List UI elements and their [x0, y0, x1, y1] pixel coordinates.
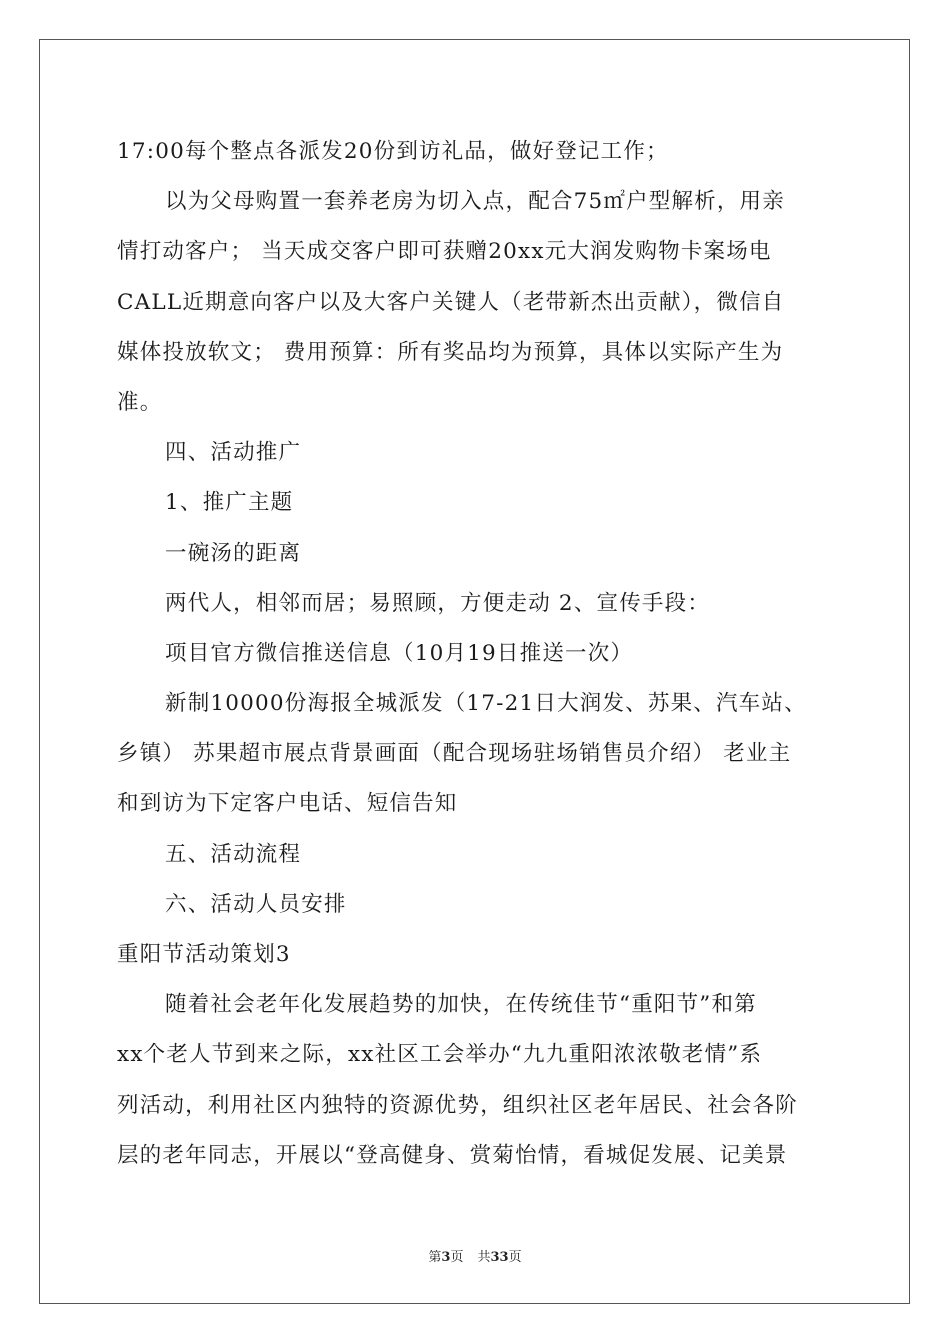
document-title: 重阳节活动策划3 [117, 942, 291, 967]
current-page-number: 3 [441, 1250, 451, 1265]
footer-page-suffix: 页 [450, 1250, 464, 1265]
text-line: 随着社会老年化发展趋势的加快，在传统佳节“重阳节”和第 [165, 992, 757, 1018]
text-line: 两代人，相邻而居；易照顾，方便走动 2、宣传手段： [165, 590, 711, 616]
text-line: 列活动，利用社区内独特的资源优势，组织社区老年居民、社会各阶 [117, 1092, 799, 1118]
text-line: 媒体投放软文； 费用预算：所有奖品均为预算，具体以实际产生为 [117, 339, 784, 365]
text-line: 一碗汤的距离 [165, 540, 302, 566]
footer-prefix: 第 [428, 1250, 442, 1265]
text-line: 准。 [117, 389, 163, 415]
text-line: 新制10000份海报全城派发（17-21日大润发、苏果、汽车站、 [165, 691, 807, 717]
text-line: 以为父母购置一套养老房为切入点，配合75㎡户型解析，用亲 [165, 189, 785, 215]
text-line: 和到访为下定客户电话、短信告知 [117, 791, 458, 817]
text-line: xx个老人节到来之际，xx社区工会举办“九九重阳浓浓敬老情”系 [117, 1042, 763, 1068]
text-line: 17:00每个整点各派发20份到访礼品，做好登记工作； [117, 139, 669, 164]
document-body [117, 127, 833, 1181]
section-heading: 六、活动人员安排 [165, 891, 347, 917]
footer-total-prefix: 共 [477, 1250, 491, 1265]
subsection-heading: 1、推广主题 [165, 490, 294, 516]
section-heading: 五、活动流程 [165, 841, 302, 867]
text-line: 情打动客户； 当天成交客户即可获赠20xx元大润发购物卡案场电 [117, 239, 772, 265]
total-pages-number: 33 [490, 1250, 509, 1265]
text-line: 项目官方微信推送信息（10月19日推送一次） [165, 640, 634, 666]
text-line: 层的老年同志，开展以“登高健身、赏菊怡情，看城促发展、记美景 [117, 1142, 788, 1168]
text-line: 乡镇） 苏果超市展点背景画面（配合现场驻场销售员介绍） 老业主 [117, 741, 792, 767]
text-line: CALL近期意向客户以及大客户关键人（老带新杰出贡献），微信自 [117, 289, 785, 315]
page-footer [0, 1246, 950, 1265]
section-heading: 四、活动推广 [165, 440, 302, 466]
footer-total-suffix: 页 [508, 1250, 522, 1265]
